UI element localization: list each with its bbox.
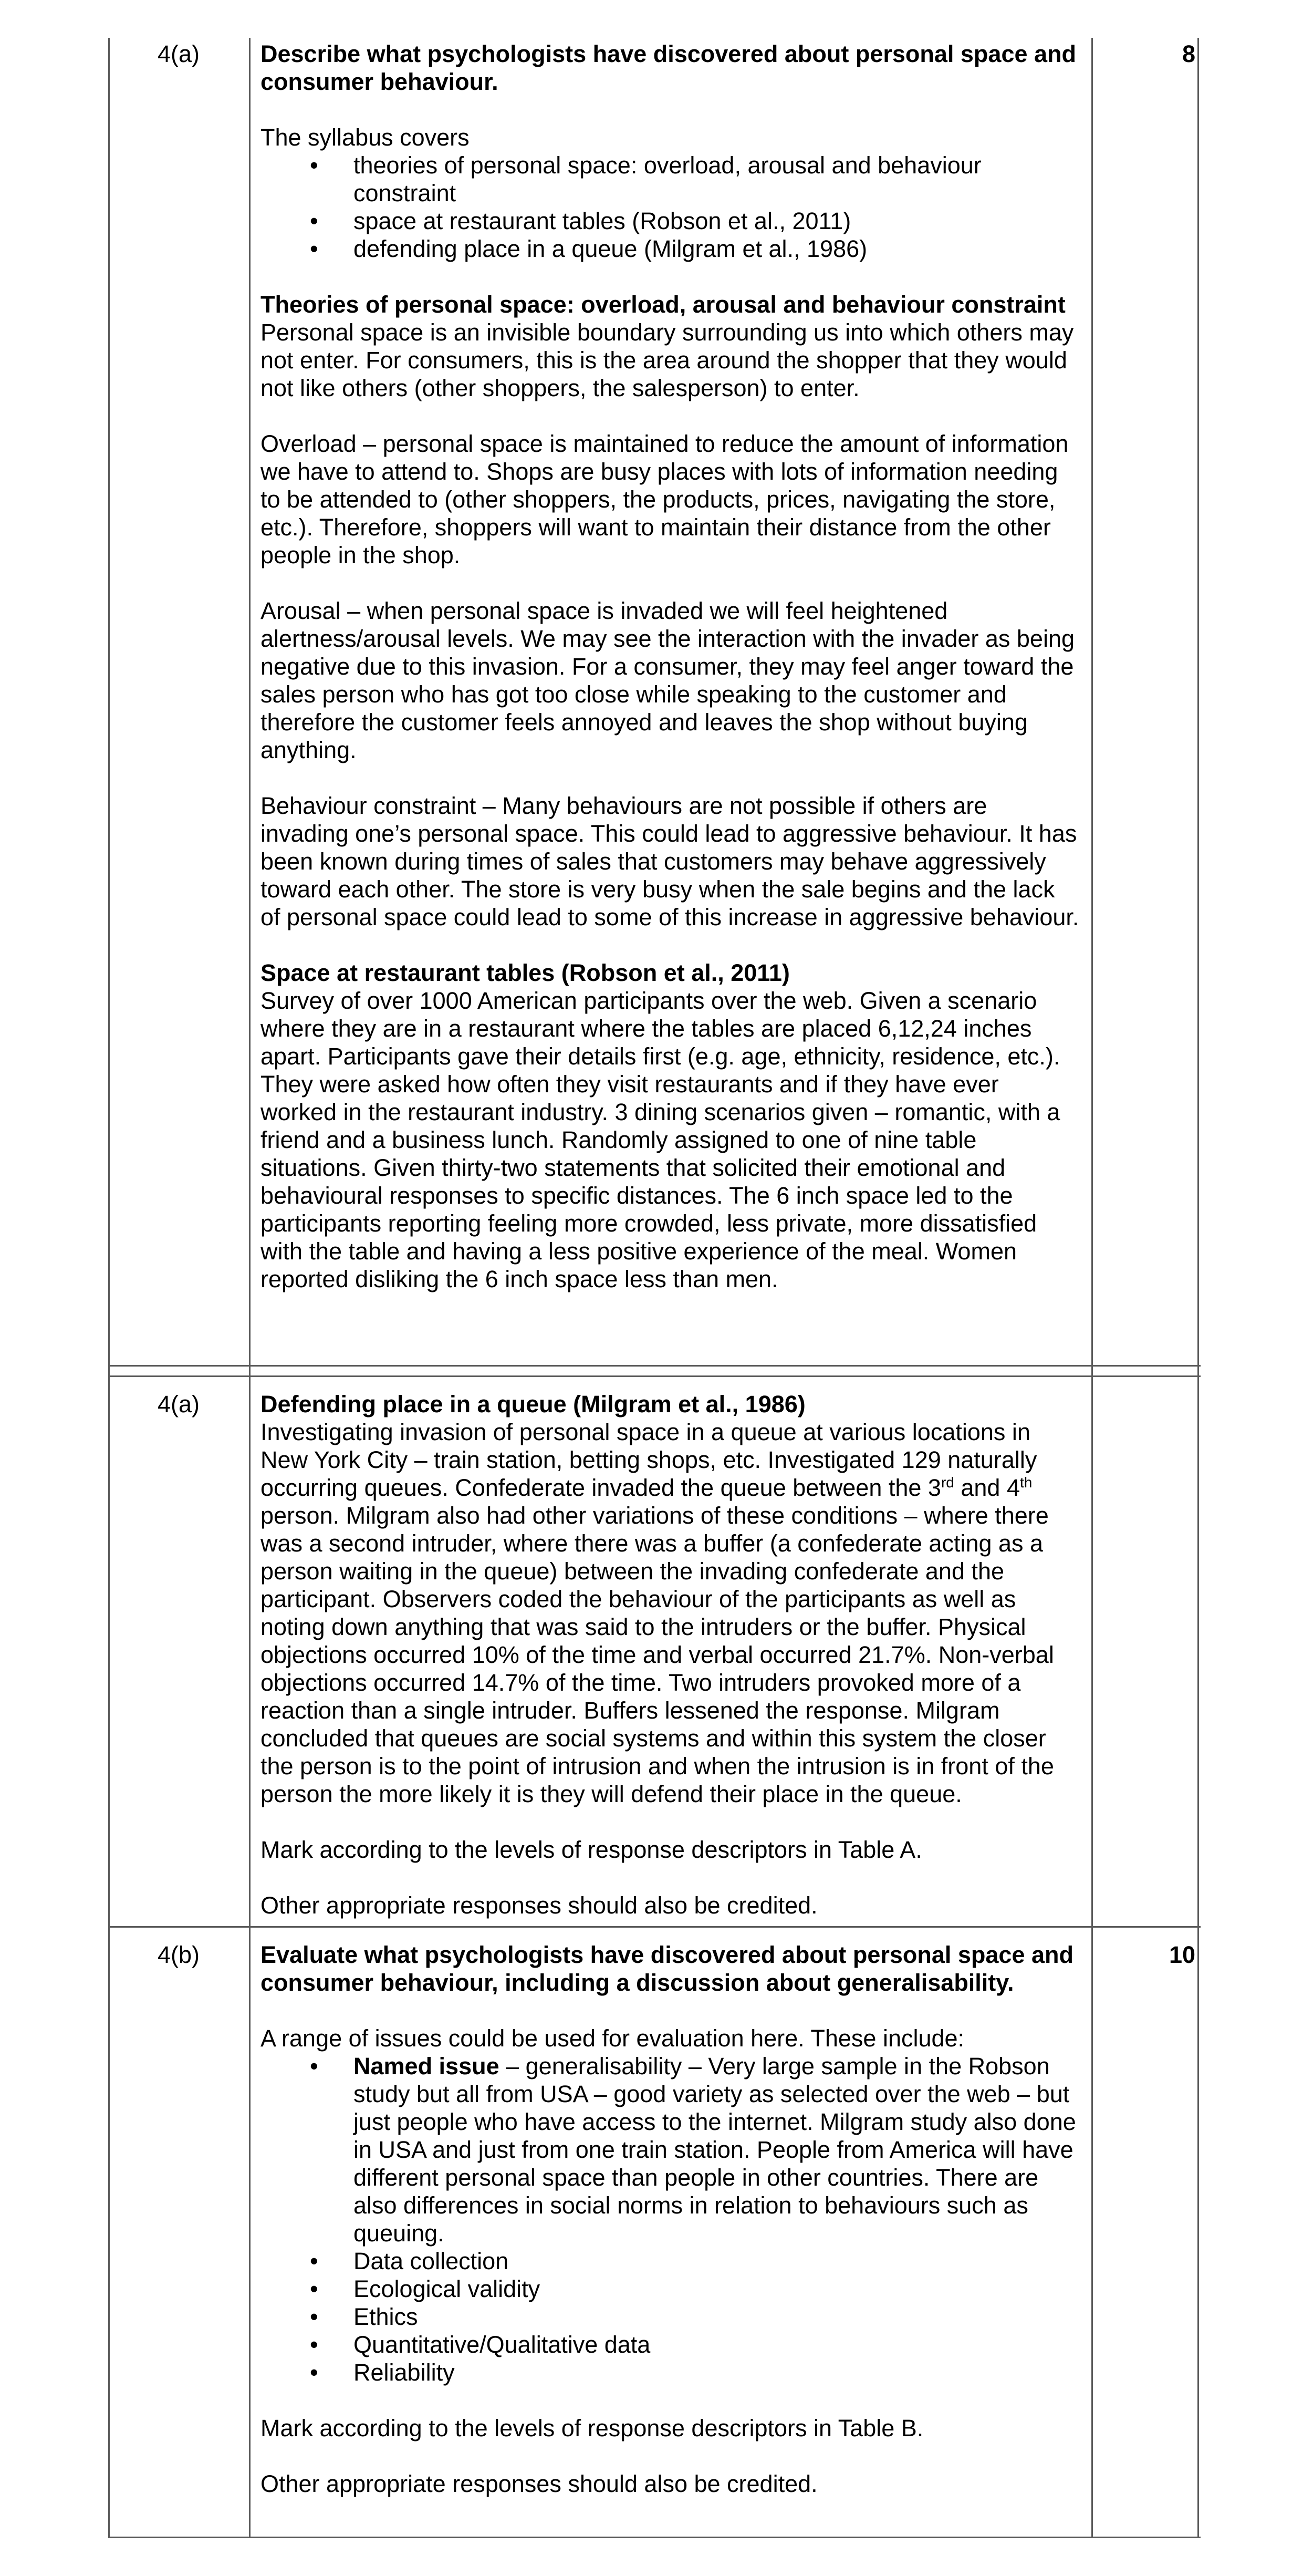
behaviour-constraint-text: Behaviour constraint – Many behaviours are not possible if others are invading one’s personal space. This could lead to aggressive behaviour. It has been known during times of sales that customers may behave aggressively toward each other. The store is very busy when the sale begins and the lack of personal space could lead to some of this increase in aggressive behaviour. xyxy=(260,792,1079,930)
evaluation-intro: A range of issues could be used for evaluation here. These include: xyxy=(260,2025,965,2052)
section-4a-part1 xyxy=(260,40,1080,1293)
row-divider-2 xyxy=(108,1926,1201,1928)
row-divider-1a xyxy=(108,1365,1201,1367)
section-4b xyxy=(260,1941,1080,2498)
list-item: • space at restaurant tables (Robson et al., 2011) xyxy=(260,207,1080,235)
theories-heading: Theories of personal space: overload, arousal and behaviour constraint xyxy=(260,291,1066,318)
overload-text: Overload – personal space is maintained to reduce the amount of information we have to attend to. Shops are busy places with lots of information needing to be attended to (other shoppers, the products, prices, navigating the store, etc.). Therefore, shoppers will want to maintain their distance from the other people in the shop. xyxy=(260,430,1069,568)
syllabus-list xyxy=(260,151,1080,263)
row-divider-1b xyxy=(108,1375,1201,1377)
arousal-text: Arousal – when personal space is invaded we will feel heightened alertness/arousal levels. We may see the interaction with the invader as being negative due to this invasion. For a consumer, they may feel anger toward the sales person who has got too close while speaking to the customer and therefore the customer feels annoyed and leaves the shop without buying anything. xyxy=(260,597,1075,763)
ordinal-suffix: rd xyxy=(941,1474,954,1491)
question-text: Evaluate what psychologists have discovered about personal space and consumer behaviour, including a discussion about generalisability. xyxy=(260,1941,1073,1996)
other-note: Other appropriate responses should also be credited. xyxy=(260,2470,818,2497)
list-item: • Ethics xyxy=(260,2303,1080,2331)
queue-text-part: person. Milgram also had other variations of these conditions – where there was a second intruder, where there was a buffer (a confederate acting as a person waiting in the queue) between the invading confederate and the participant. Observers coded the behaviour of the participants as well as noting down anything that was said to the intruders or the buffer. Physical objections occurred 10% of the time and verbal occurred 21.7%. Non-verbal objections occurred 14.7% of the time. Two intruders provoked more of a reaction than a single intruder. Buffers lessened the response. Milgram concluded that queues are social systems and within this system the closer the person is to the point of intrusion and when the intrusion is in front of the person the more likely it is they will defend their place in the queue. xyxy=(260,1502,1054,1807)
question-text: Describe what psychologists have discovered about personal space and consumer behaviour. xyxy=(260,40,1077,95)
queue-text-part: and 4 xyxy=(954,1474,1020,1501)
column-divider-2 xyxy=(1091,38,1093,2538)
queue-heading: Defending place in a queue (Milgram et al., 1986) xyxy=(260,1391,806,1418)
section-4a-part2 xyxy=(260,1390,1080,1919)
syllabus-intro: The syllabus covers xyxy=(260,124,470,151)
mark-note: Mark according to the levels of response descriptors in Table B. xyxy=(260,2415,924,2441)
list-item xyxy=(260,2052,1080,2247)
list-item: • Ecological validity xyxy=(260,2275,1080,2303)
list-item: • Reliability xyxy=(260,2358,1080,2386)
mark-allocation: 8 xyxy=(1182,40,1195,67)
named-issue-text: – generalisability – Very large sample in the Robson study but all from USA – good variety as selected over the web – but just people who have access to the internet. Milgram study also done in USA and just from one train station. People from America will have different personal space than people in other countries. There are also differences in social norms in relation to behaviours such as queuing. xyxy=(353,2053,1076,2247)
table-border-left xyxy=(108,38,110,2538)
named-issue-label: Named issue xyxy=(353,2053,499,2080)
question-number: 4(a) xyxy=(157,40,200,67)
question-number: 4(b) xyxy=(157,1941,200,1968)
question-number: 4(a) xyxy=(157,1391,200,1418)
ordinal-suffix: th xyxy=(1019,1474,1033,1491)
table-border-right xyxy=(1197,38,1199,2538)
mark-allocation: 10 xyxy=(1169,1941,1195,1968)
list-item: • defending place in a queue (Milgram et al., 1986) xyxy=(260,235,1080,263)
column-divider-1 xyxy=(249,38,251,2538)
theories-text: Personal space is an invisible boundary surrounding us into which others may not enter. For consumers, this is the area around the shopper that they would not like others (other shoppers, the salesperson) to enter. xyxy=(260,319,1074,401)
mark-note: Mark according to the levels of response descriptors in Table A. xyxy=(260,1836,922,1863)
restaurant-heading: Space at restaurant tables (Robson et al., 2011) xyxy=(260,959,790,986)
other-note: Other appropriate responses should also be credited. xyxy=(260,1892,818,1919)
list-item: • Data collection xyxy=(260,2247,1080,2275)
list-item: • theories of personal space: overload, arousal and behaviour constraint xyxy=(260,151,1080,207)
evaluation-issues-list xyxy=(260,2052,1080,2386)
restaurant-text: Survey of over 1000 American participants over the web. Given a scenario where they are in a restaurant where the tables are placed 6,12,24 inches apart. Participants gave their details first (e.g. age, ethnicity, residence, etc.). They were asked how often they visit restaurants and if they have ever worked in the restaurant industry. 3 dining scenarios given – romantic, with a friend and a business lunch. Randomly assigned to one of nine table situations. Given thirty-two statements that solicited their emotional and behavioural responses to specific distances. The 6 inch space led to the participants reporting feeling more crowded, less private, more dissatisfied with the table and having a less positive experience of the meal. Women reported disliking the 6 inch space less than men. xyxy=(260,987,1060,1292)
list-item: • Quantitative/Qualitative data xyxy=(260,2331,1080,2358)
table-border-bottom xyxy=(108,2537,1201,2538)
queue-text-part: Investigating invasion of personal space in a queue at various locations in New York City – train station, betting shops, etc. Investigated 129 naturally occurring queues. Confederate invaded the queue between the 3 xyxy=(260,1419,1037,1501)
queue-text xyxy=(260,1418,1080,1808)
